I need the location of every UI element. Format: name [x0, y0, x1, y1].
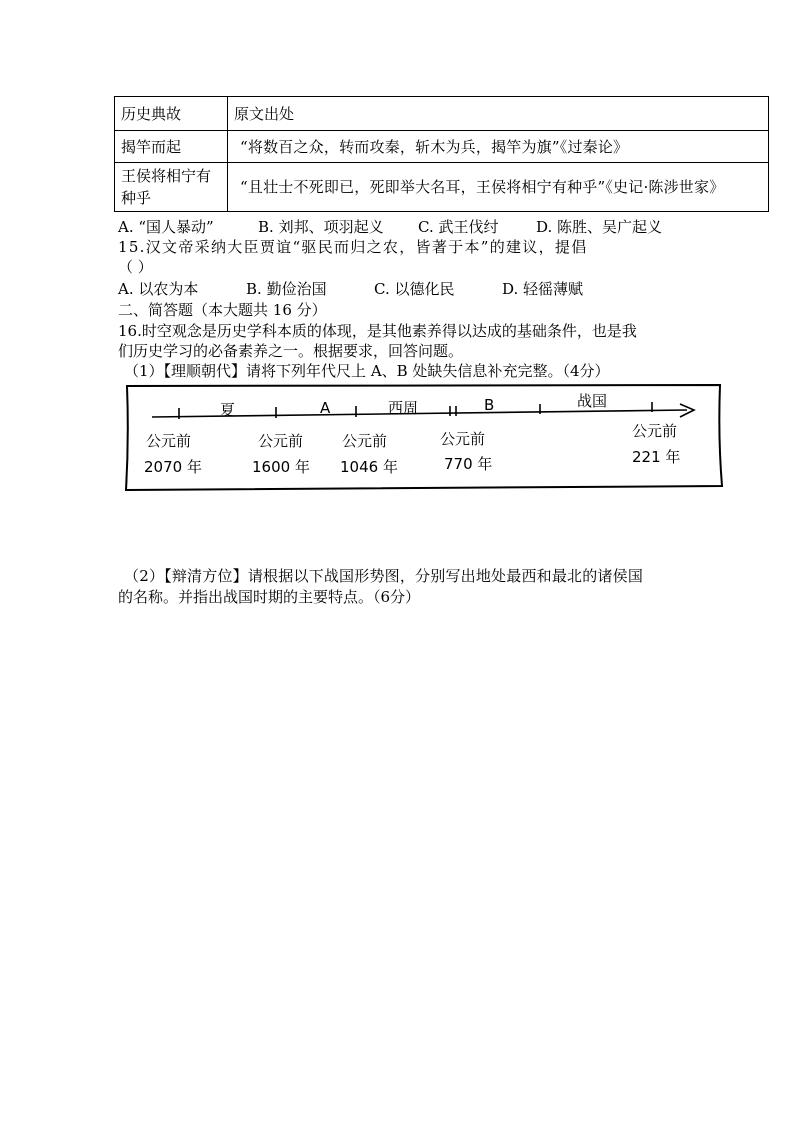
- timeline-date-prefix: 公元前: [632, 422, 678, 440]
- q16-stem-line2: 们历史学习的必备素养之一。根据要求，回答问题。: [118, 342, 464, 360]
- timeline-date-prefix: 公元前: [342, 432, 388, 450]
- section-heading: 二、简答题（本大题共 16 分）: [118, 301, 327, 319]
- timeline-date-prefix: 公元前: [440, 430, 486, 448]
- option-text: 刘邦、项羽起义: [278, 218, 384, 236]
- q16-part2-line2: 的名称。并指出战国时期的主要特点。（6分）: [118, 588, 421, 606]
- q15-options: [118, 279, 583, 299]
- q14-option-a: [118, 217, 258, 237]
- table-header-story: 历史典故: [115, 97, 228, 131]
- q16-part2-line1: （2）【辩清方位】请根据以下战国形势图，分别写出地处最西和最北的诸侯国: [124, 567, 644, 585]
- option-text: “国人暴动”: [138, 218, 214, 236]
- q15-option-c: [374, 279, 502, 299]
- q14-option-c: [418, 217, 536, 237]
- option-letter: C.: [374, 280, 390, 298]
- option-letter: A.: [118, 280, 134, 298]
- q15-option-a: [118, 279, 246, 299]
- timeline-date-year: 2070 年: [144, 458, 202, 476]
- q15-option-b: [246, 279, 374, 299]
- table-row: [115, 131, 769, 163]
- timeline-era-label: B: [484, 396, 495, 414]
- option-text: 轻徭薄赋: [523, 280, 584, 298]
- option-text: 以德化民: [394, 280, 455, 298]
- timeline-era-label: A: [320, 399, 331, 417]
- table-cell-source: “且壮士不死即已，死即举大名耳，王侯将相宁有种乎”《史记·陈涉世家》: [228, 163, 769, 212]
- table-header-row: [115, 97, 769, 131]
- option-text: 武王伐纣: [438, 218, 499, 236]
- option-text: 陈胜、吴广起义: [557, 218, 663, 236]
- option-text: 勤俭治国: [266, 280, 327, 298]
- table-row: [115, 163, 769, 212]
- table-header-source: 原文出处: [228, 97, 769, 131]
- table-cell-story: 王侯将相宁有种乎: [115, 163, 228, 212]
- timeline-era-label: 西周: [388, 399, 419, 417]
- option-letter: B.: [246, 280, 262, 298]
- q15-option-d: [502, 279, 583, 299]
- option-letter: B.: [258, 218, 274, 236]
- timeline-date-prefix: 公元前: [258, 432, 304, 450]
- q16-part1: （1）【理顺朝代】请将下列年代尺上 A、B 处缺失信息补充完整。（4分）: [124, 362, 610, 380]
- timeline-date-year: 221 年: [632, 448, 681, 466]
- q14-options: [118, 217, 662, 237]
- q16-stem-line1: 16.时空观念是历史学科本质的体现，是其他素养得以达成的基础条件，也是我: [118, 322, 637, 340]
- q14-option-d: [536, 217, 662, 237]
- option-letter: D.: [536, 218, 553, 236]
- option-letter: C.: [418, 218, 434, 236]
- timeline-date-year: 770 年: [444, 455, 493, 473]
- table-cell-source: “将数百之众，转而攻秦，斩木为兵，揭竿为旗”《过秦论》: [228, 131, 769, 163]
- q14-option-b: [258, 217, 418, 237]
- table-cell-story: 揭竿而起: [115, 131, 228, 163]
- timeline-era-label: 夏: [220, 401, 236, 419]
- option-letter: A.: [118, 218, 134, 236]
- timeline-ruler: [122, 382, 727, 498]
- timeline-date-year: 1046 年: [340, 458, 398, 476]
- q15-answer-blank: （ ）: [118, 258, 153, 276]
- option-text: 以农为本: [138, 280, 199, 298]
- timeline-date-year: 1600 年: [252, 458, 310, 476]
- q15-stem: 15.汉文帝采纳大臣贾谊“驱民而归之农，皆著于本”的建议，提倡: [118, 238, 588, 256]
- option-letter: D.: [502, 280, 519, 298]
- timeline-date-prefix: 公元前: [146, 432, 192, 450]
- allusion-table: [114, 96, 769, 212]
- timeline-era-label: 战国: [577, 392, 608, 410]
